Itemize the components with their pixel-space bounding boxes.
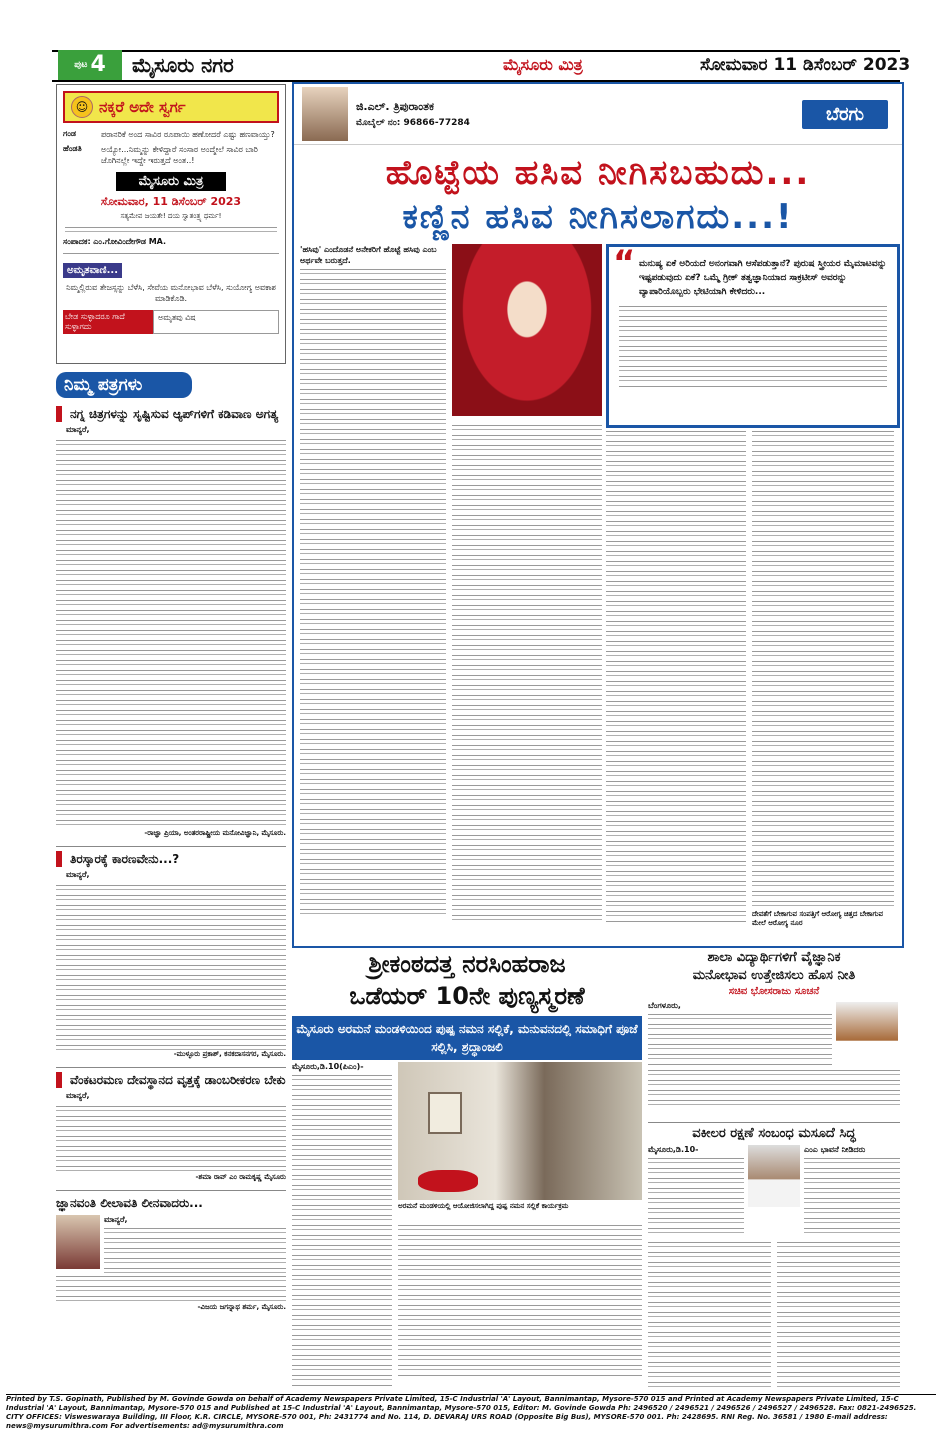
school-byline: ಸಚಿವ ಭೋಸರಾಜು ಸೂಚನೆ <box>728 986 820 997</box>
letter-3 <box>56 1067 286 1182</box>
amrutavani-text: ನಿಮ್ಮಲ್ಲಿರುವ ತೇಜಸ್ಸನ್ನು ಬೆಳೆಸಿ, ಸೇವೆಯ ಮನೋಭಾವ ಬೆಳೆಸಿ, ಸುಯೋಗ್ಯ ಅವಕಾಶ ಮಾಡಿಕೊಡಿ. <box>66 283 276 303</box>
quote-text: ಮನುಷ್ಯ ಏಕೆ ಅರಿಯದೆ ಅನಂಗವಾಗಿ ಆಸೆಪಡುತ್ತಾನೆ? ಪುರುಷ ಸ್ತ್ರೀಯರ ಮೈಮಾಟವನ್ನು ಇಷ್ಟಪಡುವುದು ಏಕೆ? ಒಮ್ಮೆ ಗ್ರೀಕ್ ತತ್ವಜ್ಞಾನಿಯಾದ ಸಾಕ್ರಟೀಸ್ ಅವರನ್ನು ವ್ಯಾಪಾರಿಯೊಬ್ಬರು ಭೇಟಿಯಾಗಿ ಕೇಳಿದರು... <box>639 259 887 297</box>
motto: ಸತ್ಯಮೇವ ಜಯತೇ! ದಯ ಸ್ವಾತಂತ್ರ್ಯ ಧರ್ಮ! <box>120 212 222 220</box>
letter-sign: -ಶಮಾ ರಾವ್ ಎಂ ರಾಮಕೃಷ್ಣ ಮೈಸೂರು <box>195 1173 286 1181</box>
quote-mark-icon: “ <box>613 243 636 283</box>
letters-heading <box>56 372 192 398</box>
lawyer-top-row <box>648 1145 900 1235</box>
humor-title-bar <box>63 91 279 123</box>
lawyer-photo <box>748 1145 800 1207</box>
page-number-block <box>58 50 122 80</box>
column-name: ಬೆರಗು <box>802 100 888 129</box>
lawyer-sub: ಎಂಎ ಭಾವನೆ ನೀಡಿದರು <box>804 1145 866 1154</box>
letter-sign: -ರಾಜ್ಞಾ ಪ್ರಿಯಾ, ಅಂತರರಾಷ್ಟ್ರೀಯ ಮನೋವಿಜ್ಞಾನಿ, ಮೈಸೂರು. <box>144 829 286 837</box>
letter-1 <box>56 406 286 838</box>
article-byline: ದೇವತೆಗೆ ಬೇಕಾಗುವ ಸಂಪತ್ತಿಗೆ ಆರೋಗ್ಯ ಚಿತ್ತದ ಬೇಕಾಗುವ ಮೇಲೆ ಆರೋಗ್ಯ ನೂರ <box>752 910 884 927</box>
letter-body <box>104 1225 286 1273</box>
wodeyar-dateline: ಮೈಸೂರು,ಡಿ.10(ಪಿಎಂ)- <box>292 1062 364 1071</box>
letter-4-body-row <box>56 1215 286 1273</box>
chant-right: ಅಮೃತವು ವಿಷ <box>153 310 279 334</box>
school-body <box>648 1011 832 1067</box>
letter-title: ಜ್ಞಾನವಂತಿ ಲೀಲಾವತಿ ಲೀನವಾದರು... <box>56 1196 203 1210</box>
leelavathi-photo <box>56 1215 100 1269</box>
wodeyar-subhead: ಮೈಸೂರು ಅರಮನೆ ಮಂಡಳಿಯಿಂದ ಪುಷ್ಪ ನಮನ ಸಲ್ಲಿಕೆ, ಮನುವನದಲ್ಲಿ ಸಮಾಧಿಗೆ ಪೂಜೆ ಸಲ್ಲಿಸಿ, ಶ್ರದ್ಧಾಂಜಲಿ <box>292 1016 642 1060</box>
letter-body <box>56 437 286 829</box>
letter-2 <box>56 846 286 1059</box>
letter-body-cont <box>56 1273 286 1303</box>
wodeyar-body-left <box>292 1062 392 1388</box>
page-number: 4 <box>90 52 106 77</box>
letter-lead: ಮಾನ್ಯರೆ, <box>66 425 90 434</box>
editor-label: ಸಂಪಾದಕ: <box>63 237 91 246</box>
lawyer-text-1 <box>648 1155 744 1235</box>
author-photo <box>302 87 348 141</box>
author-name: ಜಿ.ಎಲ್. ತ್ರಿಪುರಾಂತಕ <box>356 100 434 113</box>
issue-date: ಸೋಮವಾರ 11 ಡಿಸೆಂಬರ್ 2023 <box>700 55 911 75</box>
mini-masthead: ಮೈಸೂರು ಮಿತ್ರ <box>116 172 226 191</box>
letter-sign: -ಮುಳ್ಳೂರು ಪ್ರಕಾಶ್, ಕನಕದಾಸನಗರ, ಮೈಸೂರು. <box>173 1050 286 1058</box>
portrait-frame <box>428 1092 462 1134</box>
school-article <box>648 950 900 1118</box>
editor-name: ಎಂ.ಗೋವಿಂದೇಗೌಡ MA. <box>93 237 167 246</box>
lawyer-text-2 <box>804 1155 900 1235</box>
letter-title: ನಗ್ನ ಚಿತ್ರಗಳನ್ನು ಸೃಷ್ಟಿಸುವ ಆ್ಯಪ್‌ಗಳಿಗೆ ಕಡಿವಾಣ ಅಗತ್ಯ <box>56 406 286 422</box>
humor-answer <box>63 144 279 166</box>
minister-photo <box>836 1002 898 1066</box>
letter-body <box>56 882 286 1050</box>
letter-lead: ಮಾನ್ಯರೆ, <box>66 870 90 879</box>
letter-4-text <box>104 1215 286 1273</box>
letter-sign: -ವಿಜಯ ಜಗನ್ನಾಥ ಶರ್ಮ, ಮೈಸೂರು. <box>197 1303 286 1311</box>
wodeyar-article <box>292 950 642 1390</box>
editor-line <box>63 237 279 247</box>
feature-photo <box>452 244 602 416</box>
letters-section <box>56 372 286 1390</box>
lawyer-text-3 <box>648 1239 771 1389</box>
letter-lead: ಮಾನ್ಯರೆ, <box>66 1091 90 1100</box>
masthead: ಮೈಸೂರು ಮಿತ್ರ <box>503 55 583 74</box>
body-first: 'ಹಸಿವು' ಎಂದೊಡನೆ ಅನೇಕರಿಗೆ ಹೊಟ್ಟೆ ಹಸಿವು ಎಂಬ ಅರ್ಥವೇ ಬರುತ್ತದೆ. <box>300 245 437 265</box>
letter-lead: ಮಾನ್ಯರೆ, <box>104 1215 128 1224</box>
lawyer-headline: ವಕೀಲರ ರಕ್ಷಣೆ ಸಂಬಂಧ ಮಸೂದೆ ಸಿದ್ಧ <box>692 1126 856 1141</box>
letter-body <box>56 1103 286 1173</box>
letter-4 <box>56 1190 286 1312</box>
page-label: ಪುಟ <box>74 60 88 70</box>
wodeyar-caption: ಅರಮನೆ ಮಂಡಳಿಯಲ್ಲಿ ಆಯೋಜಿಸಲಾಗಿದ್ದ ಪುಷ್ಪ ನಮನ ಸಲ್ಲಿಕೆ ಕಾರ್ಯಕ್ರಮ <box>398 1202 569 1210</box>
body-col-4 <box>752 428 894 908</box>
quote-box <box>606 244 900 428</box>
footer-imprint: Printed by T.S. Gopinath, Published by M. Govinde Gowda on behalf of Academy Newspapers Private Limited, 15-C Industrial 'A' Layout, Bannimantap, Mysore-570 015 and Printed at Academy Newspapers Private Limited, 15-C Industrial 'A' Layout, Bannimantap, Mysore-570 015 and Published at 15-C Industrial 'A' Layout, Bannimantap, Mysore-570 015, Editor: M. Govinde Gowda Ph: 2496520 / 2496521 / 2496526 / 2496527 / 2496528. Fax: 0821-2496525. CITY OFFICES: Visweswaraya Building, III Floor, K.R. CIRCLE, MYSORE-570 001, Ph: 2431774 and No. 114, D. DEVARAJ URS ROAD (Opposite Big Bus), MYSORE-570 001. Ph: 2428695. RNI Reg. No. 36581 / 1980 E-mail address: news@mysurumithra.com For advertisements: ad@mysurumithra.com <box>6 1394 936 1423</box>
wodeyar-text <box>292 1072 392 1388</box>
school-dateline: ಬೆಂಗಳೂರು, <box>648 1001 681 1010</box>
chant-row <box>63 310 279 334</box>
mini-date: ಸೋಮವಾರ, 11 ಡಿಸೆಂಬರ್ 2023 <box>100 195 242 208</box>
body-col-3 <box>606 428 746 924</box>
author-mobile: ಮೊಬೈಲ್ ನಂ: 96866-77284 <box>356 118 470 128</box>
feature-article <box>292 82 904 948</box>
body-text <box>300 266 446 914</box>
school-headline-2: ಮನೋಭಾವ ಉತ್ತೇಜಿಸಲು ಹೊಸ ನೀತಿ <box>692 968 856 983</box>
section-title: ಮೈಸೂರು ನಗರ <box>132 53 234 77</box>
lawyer-text-4 <box>777 1239 900 1389</box>
humor-q-label: ಗಂಡ <box>63 129 76 138</box>
quote-cont <box>619 303 887 389</box>
humor-box <box>56 84 286 364</box>
masthead-note <box>65 224 277 234</box>
author-row <box>294 84 902 145</box>
school-body-cont <box>648 1067 900 1109</box>
floral-offering <box>418 1170 478 1192</box>
lawyer-right <box>804 1145 900 1235</box>
wodeyar-body-right <box>398 1222 642 1378</box>
wodeyar-headline-1: ಶ್ರೀಕಂಠದತ್ತ ನರಸಿಂಹರಾಜ <box>368 950 566 978</box>
humor-title: ನಕ್ಕರೆ ಅದೇ ಸ್ವರ್ಗ <box>99 98 186 116</box>
body-col-1 <box>300 244 446 924</box>
humor-a-text: ಅಯ್ಯೋ...ನಿಮ್ಮನ್ನು ಕೇಳಿದ್ದಾರೆ ಸಂಸಾರ ಅಂದ್ಮೇಲೆ ಸಾವಿರ ಬಾರಿ ಜೊಗಿನಲ್ಲೇ ಇದ್ದೇ ಇರುತ್ತದೆ ಅಂತ..! <box>101 145 258 165</box>
humor-a-label: ಹೆಂಡತಿ <box>63 144 82 153</box>
humor-q-text: ಪರಾನರಿಕೆ ಅಂದ ಸಾವಿರ ರೂಪಾಯಿ ಹಣೋದರೆ ಎಷ್ಟು ಹಣವಾಯ್ತು? <box>101 130 275 139</box>
lawyer-dateline: ಮೈಸೂರು,ಡಿ.10- <box>648 1145 699 1154</box>
body-col-2 <box>452 422 602 922</box>
humor-question <box>63 129 279 140</box>
amrutavani-box <box>63 253 279 304</box>
letters-heading-text: ನಿಮ್ಮ ಪತ್ರಗಳು <box>64 375 143 395</box>
amrutavani-title: ಅಮೃತವಾಣಿ... <box>63 263 122 278</box>
lawyer-left <box>648 1145 744 1235</box>
laughing-face-icon: ☺ <box>71 96 93 118</box>
wodeyar-photo <box>398 1062 642 1200</box>
school-headline-1: ಶಾಲಾ ವಿದ್ಯಾರ್ಥಿಗಳಿಗೆ ವೈಜ್ಞಾನಿಕ <box>707 950 841 965</box>
headline-2: ಕಣ್ಣಿನ ಹಸಿವ ನೀಗಿಸಲಾಗದು...! <box>402 197 794 237</box>
letter-title: ವೆಂಕಟರಮಣ ದೇವಸ್ಥಾನದ ವೃತ್ತಕ್ಕೆ ಡಾಂಬರೀಕರಣ ಬೇಕು <box>56 1072 286 1088</box>
chant-left: ಬೇಡ ಸುಳ್ಳಾದರೂ ಗಾದೆ ಸುಳ್ಳಾಗದು <box>63 310 153 334</box>
wodeyar-headline-2: ಒಡೆಯರ್ 10ನೇ ಪುಣ್ಯಸ್ಮರಣೆ <box>349 982 585 1010</box>
lawyer-article <box>648 1122 900 1391</box>
headline-1: ಹೊಟ್ಟೆಯ ಹಸಿವ ನೀಗಿಸಬಹುದು... <box>385 153 811 193</box>
letter-title: ತಿರಸ್ಕಾರಕ್ಕೆ ಕಾರಣವೇನು...? <box>56 851 286 867</box>
lawyer-bottom-row <box>648 1239 900 1389</box>
